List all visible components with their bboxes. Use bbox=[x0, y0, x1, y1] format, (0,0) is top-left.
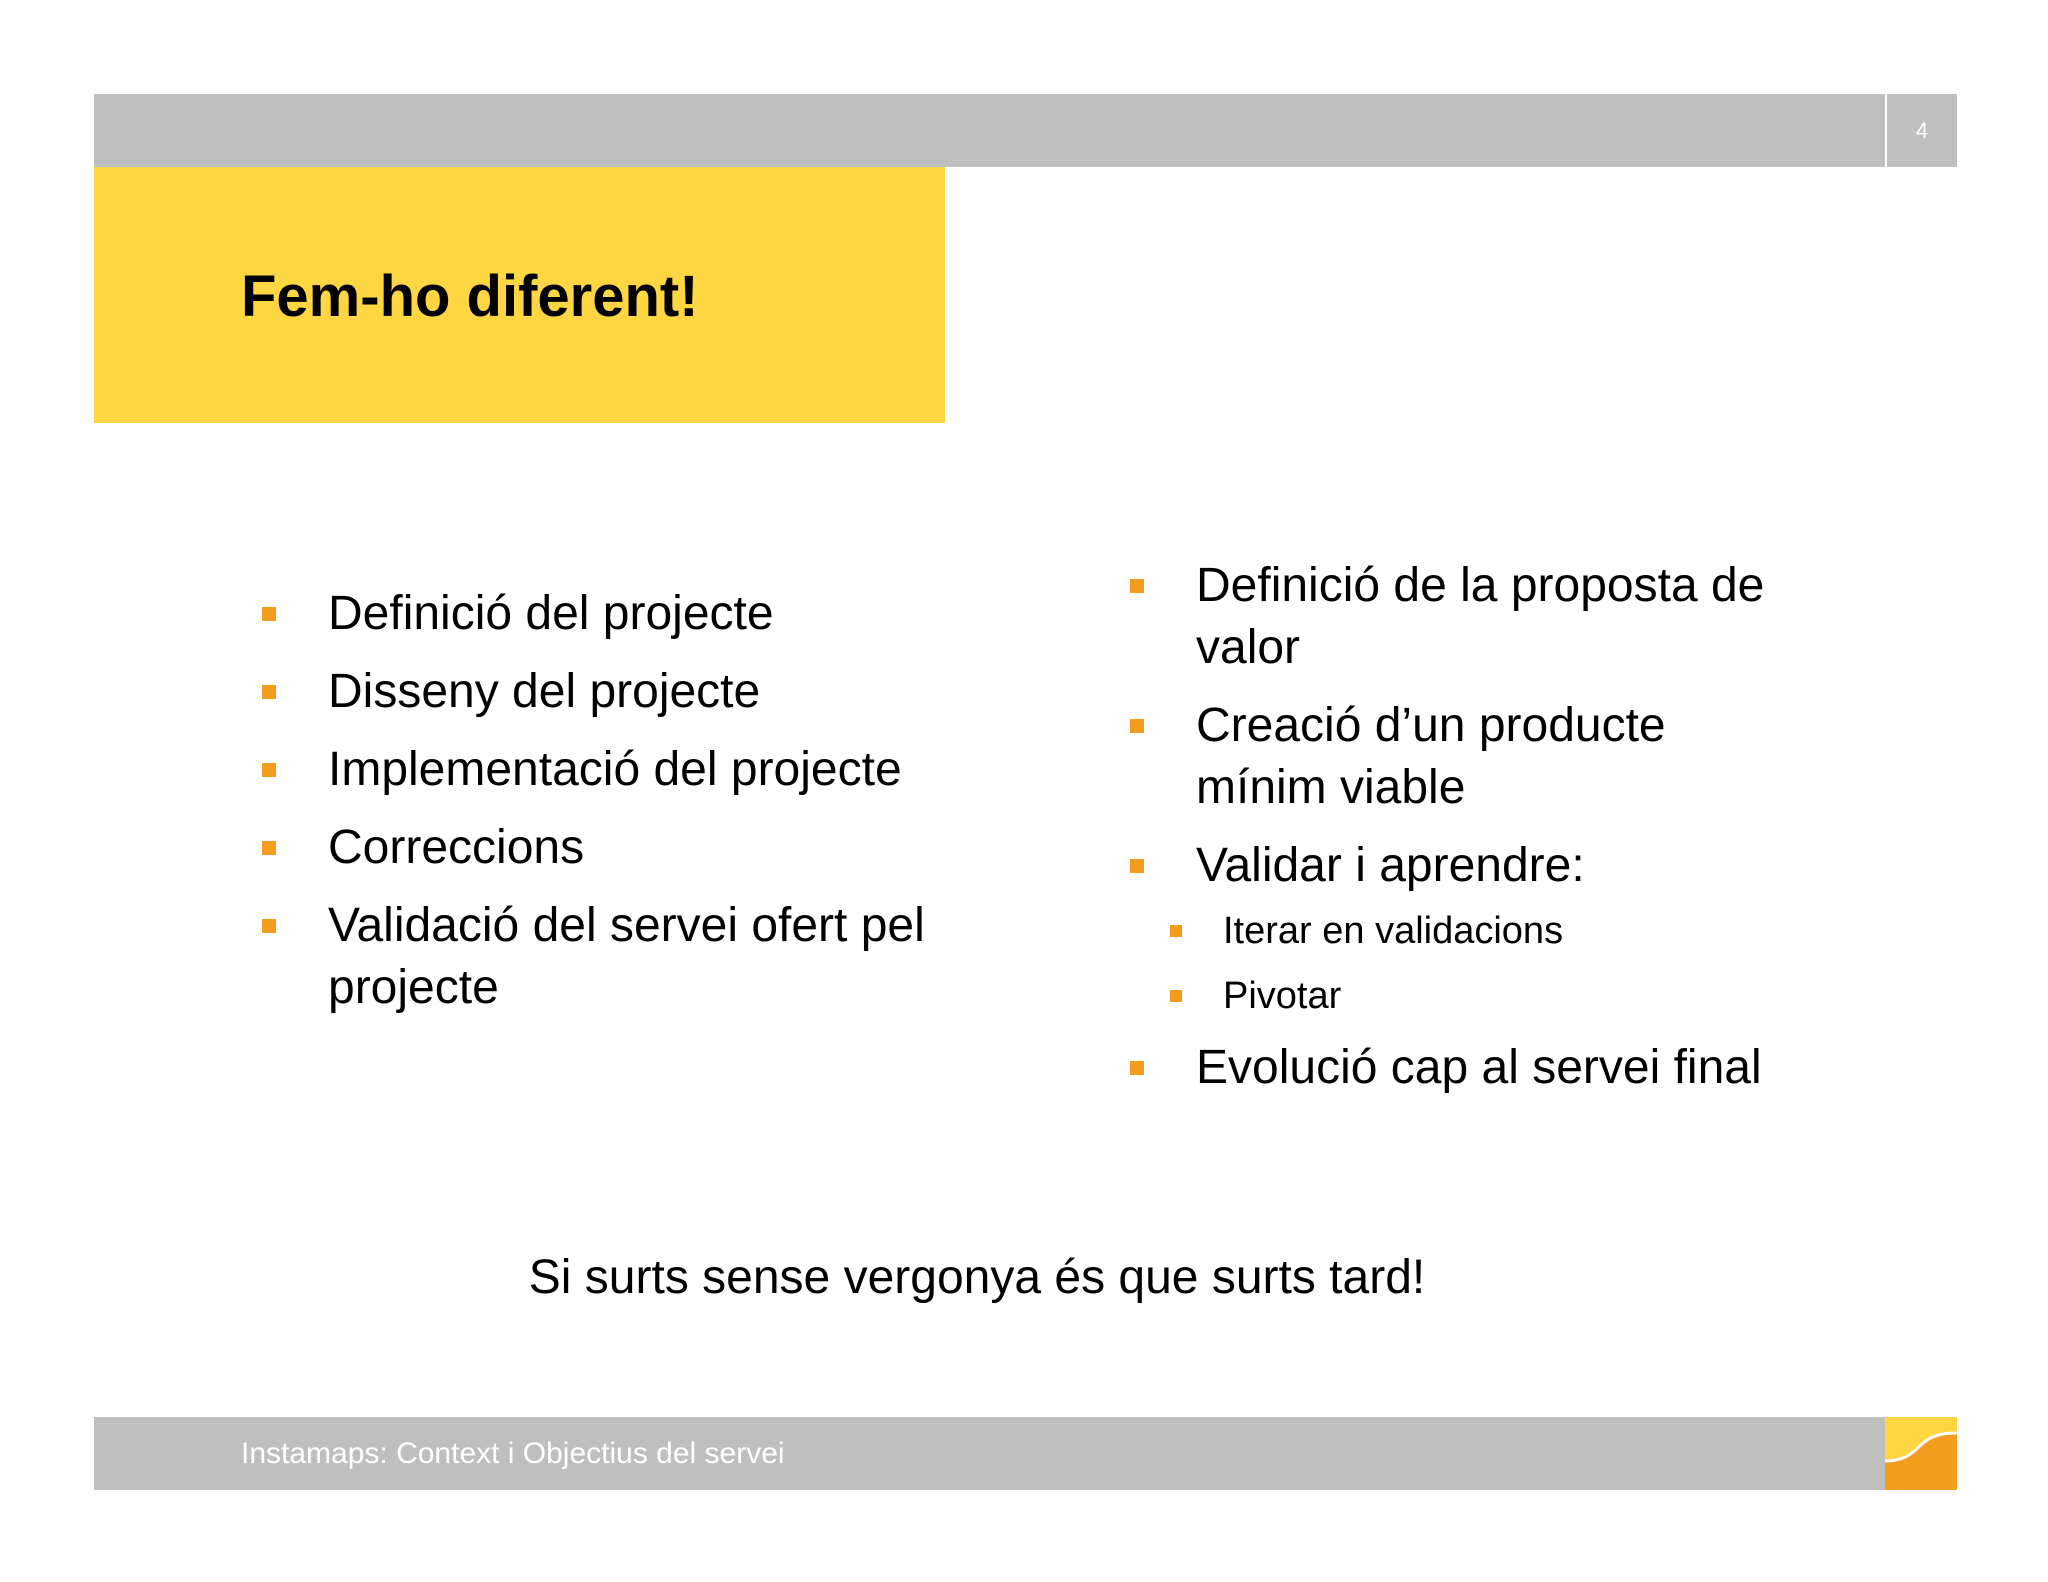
bullet-text: Disseny del projecte bbox=[328, 665, 761, 718]
brand-logo-icon bbox=[1885, 1417, 1957, 1490]
square-bullet-icon bbox=[1130, 719, 1144, 733]
square-bullet-icon bbox=[262, 841, 276, 855]
bullet-text: Definició de la proposta de valor bbox=[1196, 559, 1765, 674]
square-bullet-icon bbox=[1170, 990, 1182, 1002]
bullet-text: Validar i aprendre: bbox=[1196, 839, 1585, 892]
square-bullet-icon bbox=[262, 607, 276, 621]
sub-list-item bbox=[1130, 972, 1790, 1020]
bullet-text: Validació del servei ofert pel projecte bbox=[328, 899, 925, 1014]
tagline: Si surts sense vergonya és que surts tard! bbox=[528, 1251, 1426, 1304]
left-bullet-list bbox=[262, 583, 982, 1035]
square-bullet-icon bbox=[1170, 925, 1182, 937]
list-item bbox=[262, 661, 982, 723]
slide-title: Fem-ho diferent! bbox=[241, 264, 699, 329]
bullet-text: Implementació del projecte bbox=[328, 743, 902, 796]
list-item bbox=[1130, 835, 1790, 897]
list-item bbox=[262, 739, 982, 801]
list-item bbox=[262, 817, 982, 879]
right-bullet-list bbox=[1130, 555, 1790, 1115]
bullet-text: Definició del projecte bbox=[328, 587, 774, 640]
sub-list-container bbox=[1130, 907, 1790, 1020]
list-item bbox=[1130, 555, 1790, 679]
page-number: 4 bbox=[1885, 94, 1957, 167]
bullet-text: Creació d’un producte mínim viable bbox=[1196, 699, 1666, 814]
footer-text: Instamaps: Context i Objectius del servei bbox=[241, 1437, 785, 1470]
square-bullet-icon bbox=[1130, 1061, 1144, 1075]
list-item bbox=[1130, 695, 1790, 819]
bullet-text: Evolució cap al servei final bbox=[1196, 1041, 1762, 1094]
square-bullet-icon bbox=[262, 685, 276, 699]
square-bullet-icon bbox=[1130, 579, 1144, 593]
sub-list-item bbox=[1130, 907, 1790, 955]
sub-bullet-list bbox=[1130, 907, 1790, 1020]
square-bullet-icon bbox=[262, 763, 276, 777]
header-bar bbox=[94, 94, 1955, 167]
list-item bbox=[262, 583, 982, 645]
sub-bullet-text: Pivotar bbox=[1223, 975, 1342, 1017]
square-bullet-icon bbox=[1130, 859, 1144, 873]
list-item bbox=[262, 895, 982, 1019]
bullet-text: Correccions bbox=[328, 821, 585, 874]
sub-bullet-text: Iterar en validacions bbox=[1223, 910, 1564, 952]
square-bullet-icon bbox=[262, 919, 276, 933]
list-item bbox=[1130, 1037, 1790, 1099]
